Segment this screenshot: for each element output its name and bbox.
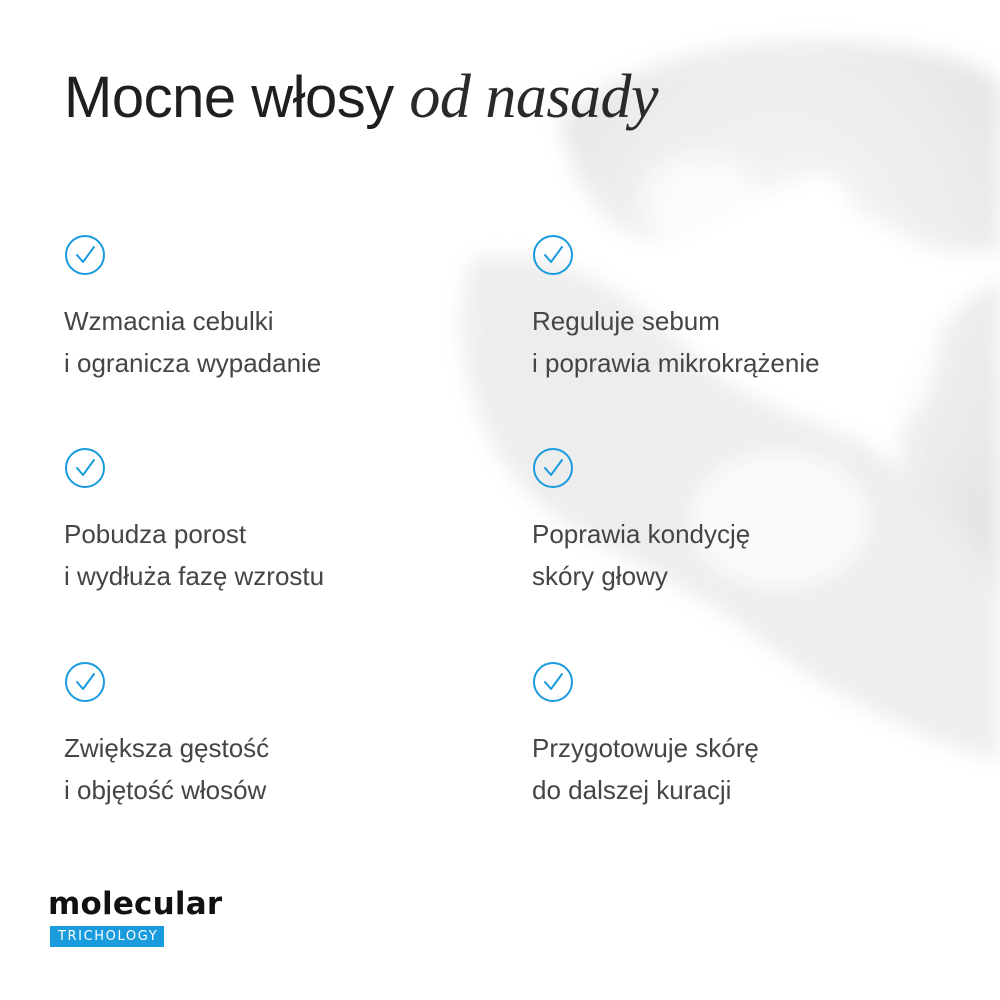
feature-line-1: Zwiększa gęstość xyxy=(64,733,270,763)
feature-line-1: Przygotowuje skórę xyxy=(532,733,759,763)
feature-text xyxy=(532,513,750,597)
logo-wordmark: molecular xyxy=(48,886,223,922)
check-circle-icon xyxy=(532,447,574,489)
feature-line-1: Pobudza porost xyxy=(64,519,247,549)
feature-line-2: skóry głowy xyxy=(532,561,668,591)
feature-line-2: i objętość włosów xyxy=(64,775,267,805)
logo-subtitle-badge: TRICHOLOGY xyxy=(50,926,164,947)
page-title xyxy=(64,62,658,133)
feature-line-1: Wzmacnia cebulki xyxy=(64,306,274,336)
check-circle-icon xyxy=(64,661,106,703)
brand-logo xyxy=(48,884,222,947)
feature-text xyxy=(64,513,324,597)
check-circle-icon xyxy=(64,447,106,489)
title-main: Mocne włosy xyxy=(64,65,394,130)
feature-line-1: Poprawia kondycję xyxy=(532,519,751,549)
check-circle-icon xyxy=(64,234,106,276)
title-accent: od nasady xyxy=(409,63,659,131)
check-circle-icon xyxy=(532,661,574,703)
feature-line-2: i wydłuża fazę wzrostu xyxy=(64,561,325,591)
feature-text xyxy=(532,300,820,384)
feature-text xyxy=(64,300,321,384)
check-circle-icon xyxy=(532,234,574,276)
feature-line-2: i ogranicza wypadanie xyxy=(64,348,322,378)
feature-text xyxy=(64,727,269,811)
feature-text xyxy=(532,727,759,811)
feature-line-2: i poprawia mikrokrążenie xyxy=(532,348,820,378)
feature-line-1: Reguluje sebum xyxy=(532,306,720,336)
feature-line-2: do dalszej kuracji xyxy=(532,775,732,805)
